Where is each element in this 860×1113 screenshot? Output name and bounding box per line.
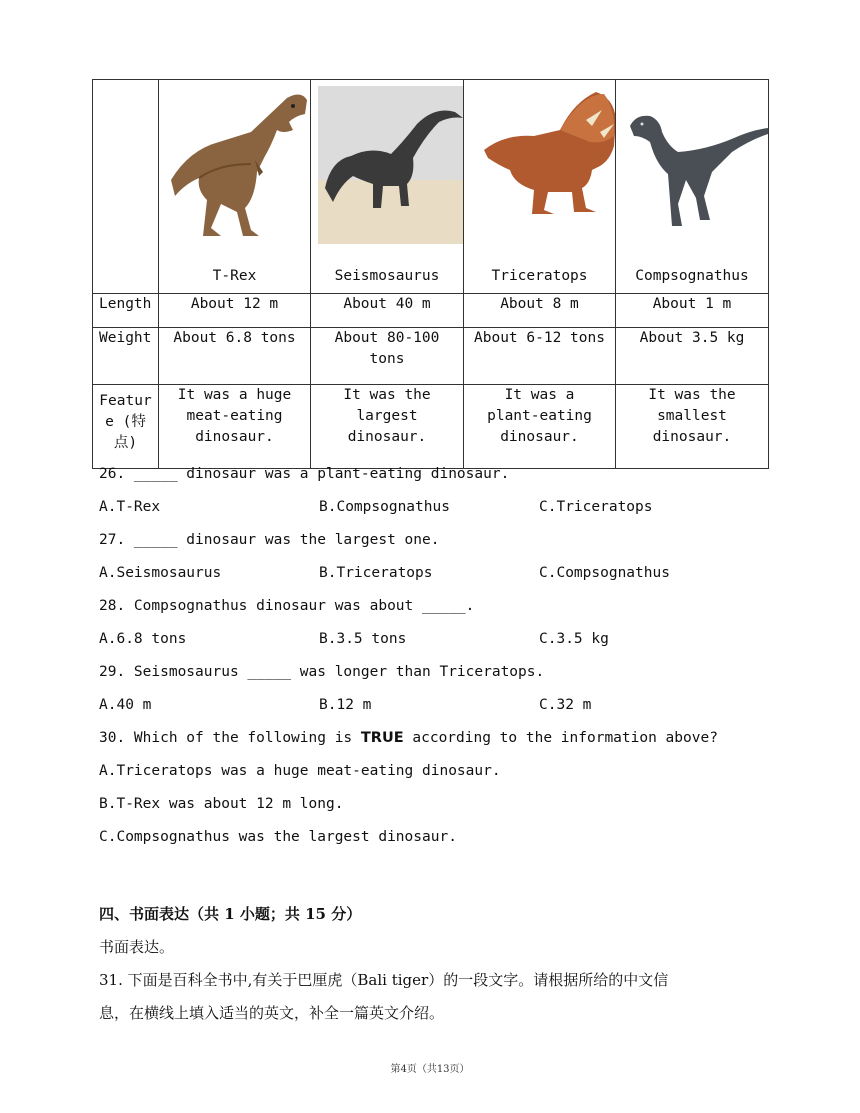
option-c[interactable]: C.3.5 kg xyxy=(539,631,609,647)
dino-name: Triceratops xyxy=(491,268,588,284)
q30-prefix: 30. Which of the following is xyxy=(99,730,361,746)
triceratops-cell xyxy=(464,80,616,294)
cell-feature: It was the largest dinosaur. xyxy=(311,385,464,469)
option-c[interactable]: C.Compsognathus xyxy=(539,565,670,581)
trex-image xyxy=(159,80,310,260)
question-31-line-2: 息，在横线上填入适当的英文，补全一篇英文介绍。 xyxy=(99,1004,445,1022)
option-a[interactable]: A.T-Rex xyxy=(99,499,161,515)
corner-cell xyxy=(93,80,159,294)
compsognathus-image xyxy=(616,80,768,260)
option-c[interactable]: C.32 m xyxy=(539,697,592,713)
seismosaurus-cell xyxy=(311,80,464,294)
question-29: 29. Seismosaurus _____ was longer than Triceratops. xyxy=(99,664,545,680)
dino-name: T-Rex xyxy=(212,268,257,284)
trex-cell xyxy=(159,80,311,294)
question-26: 26. _____ dinosaur was a plant-eating dinosaur. xyxy=(99,466,510,482)
option-a[interactable]: A.40 m xyxy=(99,697,152,713)
option-a[interactable]: A.6.8 tons xyxy=(99,631,187,647)
cell-length: About 12 m xyxy=(159,294,311,328)
option-b[interactable]: B.12 m xyxy=(319,697,372,713)
section-title: 四、书面表达（共 1 小题；共 15 分） xyxy=(99,905,362,923)
dino-name: Compsognathus xyxy=(635,268,749,284)
length-row xyxy=(93,294,769,328)
option-b[interactable]: B.Triceratops xyxy=(319,565,433,581)
option-b[interactable]: B.Compsognathus xyxy=(319,499,450,515)
weight-row xyxy=(93,328,769,385)
row-label-weight: Weight xyxy=(93,328,159,385)
question-27: 27. _____ dinosaur was the largest one. xyxy=(99,532,440,548)
question-28: 28. Compsognathus dinosaur was about _____. xyxy=(99,598,475,614)
cell-feature: It was a huge meat-eating dinosaur. xyxy=(159,385,311,469)
question-30 xyxy=(99,730,718,746)
cell-feature: It was the smallest dinosaur. xyxy=(616,385,769,469)
triceratops-image xyxy=(464,80,615,260)
option-c[interactable]: C.Compsognathus was the largest dinosaur. xyxy=(99,829,457,845)
compsognathus-cell xyxy=(616,80,769,294)
section-subtitle: 书面表达。 xyxy=(99,938,175,956)
cell-feature: It was a plant-eating dinosaur. xyxy=(464,385,616,469)
cell-weight: About 80-100 tons xyxy=(311,328,464,385)
feature-row xyxy=(93,385,769,469)
cell-weight: About 6.8 tons xyxy=(159,328,311,385)
option-b[interactable]: B.T-Rex was about 12 m long. xyxy=(99,796,344,812)
cell-length: About 1 m xyxy=(616,294,769,328)
option-c[interactable]: C.Triceratops xyxy=(539,499,653,515)
question-31-line-1: 31. 下面是百科全书中,有关于巴厘虎（Bali tiger）的一段文字。请根据所给的中文信 xyxy=(99,971,669,989)
seismosaurus-image xyxy=(311,80,463,260)
cell-length: About 8 m xyxy=(464,294,616,328)
dino-name: Seismosaurus xyxy=(334,268,440,284)
q30-suffix: according to the information above? xyxy=(403,730,718,746)
page-footer: 第4页（共13页） xyxy=(390,1064,470,1075)
q30-emphasis: TRUE xyxy=(360,730,404,746)
option-b[interactable]: B.3.5 tons xyxy=(319,631,407,647)
image-row xyxy=(93,80,769,294)
cell-weight: About 3.5 kg xyxy=(616,328,769,385)
row-label-feature: Feature (特点) xyxy=(93,385,159,469)
option-a[interactable]: A.Triceratops was a huge meat-eating dinosaur. xyxy=(99,763,501,779)
option-a[interactable]: A.Seismosaurus xyxy=(99,565,222,581)
row-label-length: Length xyxy=(93,294,159,328)
dinosaur-table xyxy=(92,79,769,469)
cell-length: About 40 m xyxy=(311,294,464,328)
cell-weight: About 6-12 tons xyxy=(464,328,616,385)
